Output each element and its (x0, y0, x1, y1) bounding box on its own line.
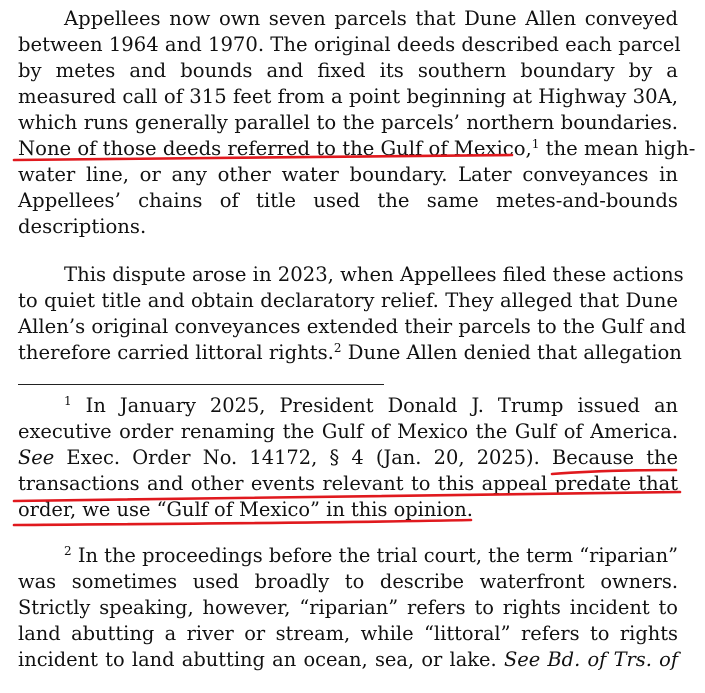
text-fragment: In the proceedings before the trial court, the term “riparian” (71, 544, 678, 567)
document-page (18, 6, 696, 693)
text-line (18, 445, 678, 471)
text-line (18, 647, 678, 673)
text-line: Appellees now own seven parcels that Dune Allen conveyed (64, 7, 678, 30)
case-citation: See Bd. of Trs. of (503, 648, 678, 671)
footnote-divider (18, 384, 384, 385)
text-line (18, 543, 678, 569)
paragraph-parcels (18, 6, 696, 240)
citation-signal: See (18, 446, 55, 469)
text-line: executive order renaming the Gulf of Mexico the Gulf of America. (18, 420, 678, 443)
text-line: by metes and bounds and fixed its southern boundary by a (18, 59, 678, 82)
text-fragment: Exec. Order No. 14172, § 4 (Jan. 20, 2025). Because the (54, 446, 678, 469)
text-line: Allen’s original conveyances extended their parcels to the Gulf and (18, 315, 687, 338)
text-line: This dispute arose in 2023, when Appellees filed these actions (64, 263, 684, 286)
text-fragment: the mean high- (539, 137, 696, 160)
text-line: which runs generally parallel to the parcels’ northern boundaries. (18, 111, 678, 134)
text-fragment: incident to land abutting an ocean, sea, or lake. (18, 648, 504, 671)
paragraph-dispute (18, 262, 687, 366)
text-line: was sometimes used broadly to describe waterfront owners. (18, 570, 678, 593)
text-fragment: Dune Allen denied that allegation (341, 341, 682, 364)
footnote-marker: 1 (64, 394, 72, 408)
text-fragment: In January 2025, President Donald J. Trump issued an (71, 394, 678, 417)
text-line: between 1964 and 1970. The original deeds described each parcel (18, 33, 681, 56)
text-line: water line, or any other water boundary. Later conveyances in (18, 163, 678, 186)
text-fragment: therefore carried littoral rights. (18, 341, 334, 364)
underlined-phrase: None of those deeds referred to the Gulf of Mexico, (18, 137, 532, 160)
text-line: transactions and other events relevant to this appeal predate that (18, 472, 678, 495)
text-line: order, we use “Gulf of Mexico” in this opinion. (18, 498, 473, 521)
text-line: Appellees’ chains of title used the same metes-and-bounds (18, 189, 678, 212)
footnote-1 (18, 393, 678, 523)
text-line: Strictly speaking, however, “riparian” refers to rights incident to (18, 596, 678, 619)
footnote-ref-2: 2 (333, 341, 342, 355)
text-line: descriptions. (18, 215, 147, 238)
footnote-ref-1: 1 (531, 137, 540, 151)
text-line: measured call of 315 feet from a point beginning at Highway 30A, (18, 85, 678, 108)
text-line: to quiet title and obtain declaratory relief. They alleged that Dune (18, 289, 678, 312)
text-line (18, 136, 696, 162)
text-line (18, 393, 678, 419)
text-line: land abutting a river or stream, while “littoral” refers to rights (18, 622, 678, 645)
text-line (18, 340, 682, 366)
footnote-marker: 2 (64, 544, 72, 558)
footnote-2 (18, 543, 678, 673)
